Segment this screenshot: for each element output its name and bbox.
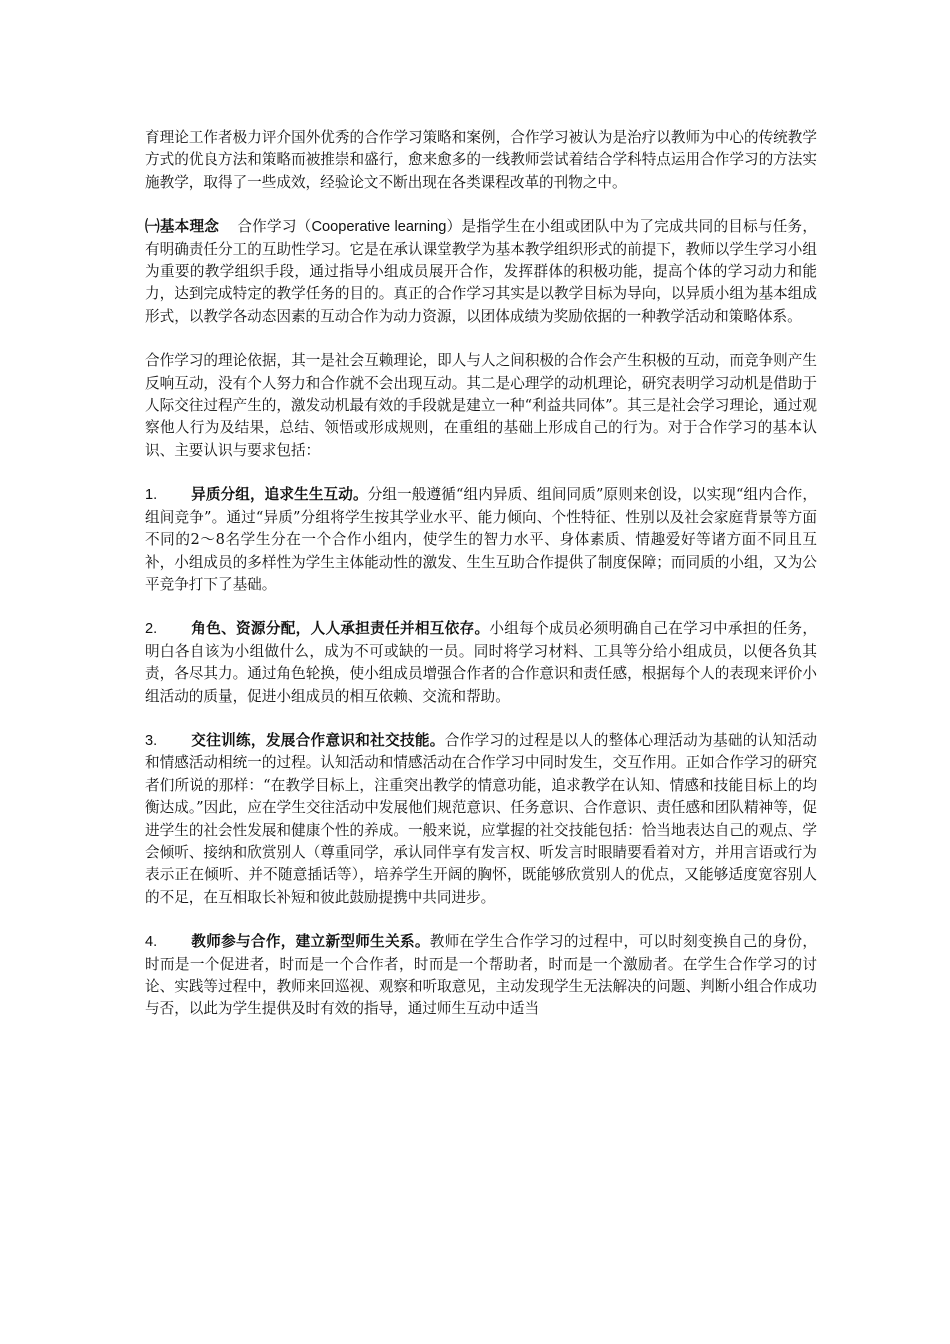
list-item-title: 教师参与合作，建立新型师生关系。 (191, 933, 430, 951)
theory-paragraph: 合作学习的理论依据，其一是社会互赖理论，即人与人之间积极的合作会产生积极的互动，而竞争则产生反响互动，没有个人努力和合作就不会出现互动。其二是心理学的动机理论，研究表明学习动机是借助于人际交往过程产生的，激发动机最有效的手段就是建立一种“利益共同体”。其三是社会学习理论，通过观察他人行为及结果，总结、领悟或形成规则，在重组的基础上形成自己的行为。对于合作学习的基本认识、主要认识与要求包括： (145, 352, 817, 459)
list-item-1 (145, 484, 817, 596)
list-number: 4. (145, 934, 158, 951)
list-item-title: 角色、资源分配，人人承担责任并相互依存。 (191, 620, 490, 638)
list-item-title: 交往训练，发展合作意识和社交技能。 (191, 731, 445, 749)
intro-paragraph: 育理论工作者极力评介国外优秀的合作学习策略和案例，合作学习被认为是治疗以教师为中心的传统教学方式的优良方法和策略而被推崇和盛行，愈来愈多的一线教师尝试着结合学科特点运用合作学习的方法实施教学，取得了一些成效，经验论文不断出现在各类课程改革的刊物之中。 (145, 129, 817, 191)
section-text-start: 合作学习（ (237, 218, 312, 236)
document-page (145, 127, 817, 1043)
list-number: 3. (145, 732, 158, 749)
basic-concept-paragraph (145, 216, 817, 328)
list-item-text: 合作学习的过程是以人的整体心理活动为基础的认知活动和情感活动相统一的过程。认知活动和情感活动在合作学习中同时发生，交互作用。正如合作学习的研究者们所说的那样：“在教学目标上，注重突出教学的情意功能，追求教学在认知、情感和技能目标上的均衡达成。”因此，应在学生交往活动中发展他们规范意识、任务意识、合作意识、责任感和团队精神等，促进学生的社会性发展和健康个性的养成。一般来说，应掌握的社交技能包括：恰当地表达自己的观点、学会倾听、接纳和欣赏别人（尊重同学，承认同伴享有发言权、听发言时眼睛要看着对方，并用言语或行为表示正在倾听、并不随意插话等），培养学生开阔的胸怀，既能够欣赏别人的优点，又能够适度宽容别人的不足，在互相取长补短和彼此鼓励提携中共同进步。 (145, 731, 817, 906)
section-heading: ㈠基本理念 (145, 218, 220, 236)
list-item-2 (145, 618, 817, 708)
list-item-text: 教师在学生合作学习的过程中，可以时刻变换自己的身份，时而是一个促进者，时而是一个合作者，时而是一个帮助者，时而是一个激励者。在学生合作学习的讨论、实践等过程中，教师来回巡视、观察和听取意见，主动发现学生无法解决的问题、判断小组合作成功与否，以此为学生提供及时有效的指导，通过师生互动中适当 (145, 933, 817, 1018)
english-term: Cooperative learning (311, 219, 447, 236)
list-item-3 (145, 730, 817, 909)
section-text-rest: ）是指学生在小组或团队中为了完成共同的目标与任务，有明确责任分工的互助性学习。它是在承认课堂教学为基本教学组织形式的前提下，教师以学生学习小组为重要的教学组织手段，通过指导小组成员展开合作，发挥群体的积极功能，提高个体的学习动力和能力，达到完成特定的教学任务的目的。真正的合作学习其实是以教学目标为导向，以异质小组为基本组成形式，以教学各动态因素的互动合作为动力资源，以团体成绩为奖励依据的一种教学活动和策略体系。 (145, 218, 817, 325)
list-number: 2. (145, 621, 158, 638)
list-item-text: 小组每个成员必须明确自己在学习中承担的任务，明白各自该为小组做什么，成为不可或缺的一员。同时将学习材料、工具等分给小组成员，以便各负其责，各尽其力。通过角色轮换，使小组成员增强合作者的合作意识和责任感，根据每个人的表现来评价小组活动的质量，促进小组成员的相互依赖、交流和帮助。 (145, 620, 817, 705)
list-item-title: 异质分组，追求生生互动。 (191, 486, 368, 504)
list-item-4 (145, 931, 817, 1021)
list-number: 1. (145, 487, 158, 504)
list-item-text: 分组一般遵循“组内异质、组间同质”原则来创设，以实现“组内合作，组间竞争”。通过“异质”分组将学生按其学业水平、能力倾向、个性特征、性别以及社会家庭背景等方面不同的2～8名学生分在一个合作小组内，使学生的智力水平、身体素质、情趣爱好等诸方面不同且互补，小组成员的多样性为学生主体能动性的激发、生生互助合作提供了制度保障；而同质的小组，又为公平竞争打下了基础。 (145, 486, 817, 593)
